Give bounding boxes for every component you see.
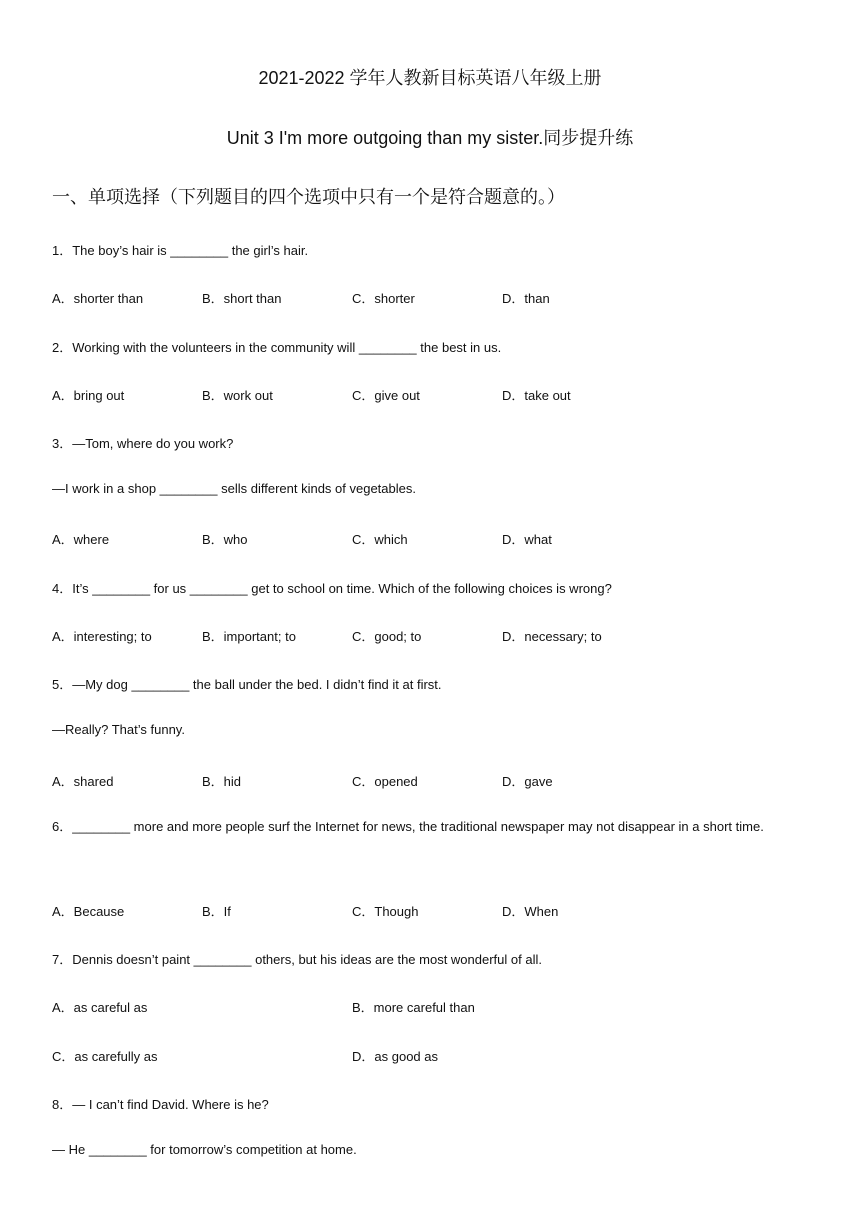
option-a: A．as careful as: [52, 1000, 148, 1015]
option-a: A．where: [52, 532, 110, 547]
option-b: B．important; to: [202, 629, 296, 644]
option-d: D．necessary; to: [502, 629, 602, 644]
option-d: D．When: [502, 904, 559, 919]
option-d: D．gave: [502, 774, 553, 789]
question-stem: 5．—My dog ________ the ball under the bed. I didn’t find it at first.: [52, 677, 442, 692]
option-b: B．who: [202, 532, 248, 547]
option-a: A．shorter than: [52, 291, 144, 306]
option-a: A．interesting; to: [52, 629, 152, 644]
option-a: A．bring out: [52, 388, 125, 403]
document-title: 2021-2022 学年人教新目标英语八年级上册: [258, 68, 602, 88]
option-b: B．more careful than: [352, 1000, 475, 1015]
question-stem-response: —I work in a shop ________ sells different kinds of vegetables.: [52, 481, 416, 496]
option-b: B．short than: [202, 291, 282, 306]
question-stem: 4．It’s ________ for us ________ get to school on time. Which of the following choices is wrong?: [52, 581, 612, 596]
question-stem: 8．— I can’t find David. Where is he?: [52, 1097, 269, 1112]
option-c: C．give out: [352, 388, 420, 403]
option-d: D．take out: [502, 388, 571, 403]
option-d: D．as good as: [352, 1049, 438, 1064]
option-b: B．If: [202, 904, 231, 919]
question-stem: 3．—Tom, where do you work?: [52, 436, 234, 451]
option-c: C．shorter: [352, 291, 415, 306]
option-d: D．what: [502, 532, 552, 547]
option-a: A．Because: [52, 904, 125, 919]
question-stem: 7．Dennis doesn’t paint ________ others, but his ideas are the most wonderful of all.: [52, 952, 542, 967]
question-stem-response: —Really? That’s funny.: [52, 722, 185, 737]
option-a: A．shared: [52, 774, 114, 789]
option-b: B．hid: [202, 774, 242, 789]
question-stem: 1．The boy’s hair is ________ the girl’s hair.: [52, 243, 309, 258]
question-stem: 2．Working with the volunteers in the community will ________ the best in us.: [52, 340, 502, 355]
option-c: C．opened: [352, 774, 418, 789]
option-c: C．as carefully as: [52, 1049, 158, 1064]
document-subtitle: Unit 3 I'm more outgoing than my sister.同步提升练: [226, 128, 634, 148]
question-stem: 6．________ more and more people surf the Internet for news, the traditional newspaper may not disappear in a short time.: [52, 819, 764, 834]
option-c: C．good; to: [352, 629, 422, 644]
option-c: C．Though: [352, 904, 419, 919]
section-heading: 一、单项选择（下列题目的四个选项中只有一个是符合题意的。）: [52, 187, 565, 207]
option-c: C．which: [352, 532, 408, 547]
option-b: B．work out: [202, 388, 273, 403]
question-stem-response: — He ________ for tomorrow’s competition at home.: [52, 1142, 357, 1157]
option-d: D．than: [502, 291, 550, 306]
